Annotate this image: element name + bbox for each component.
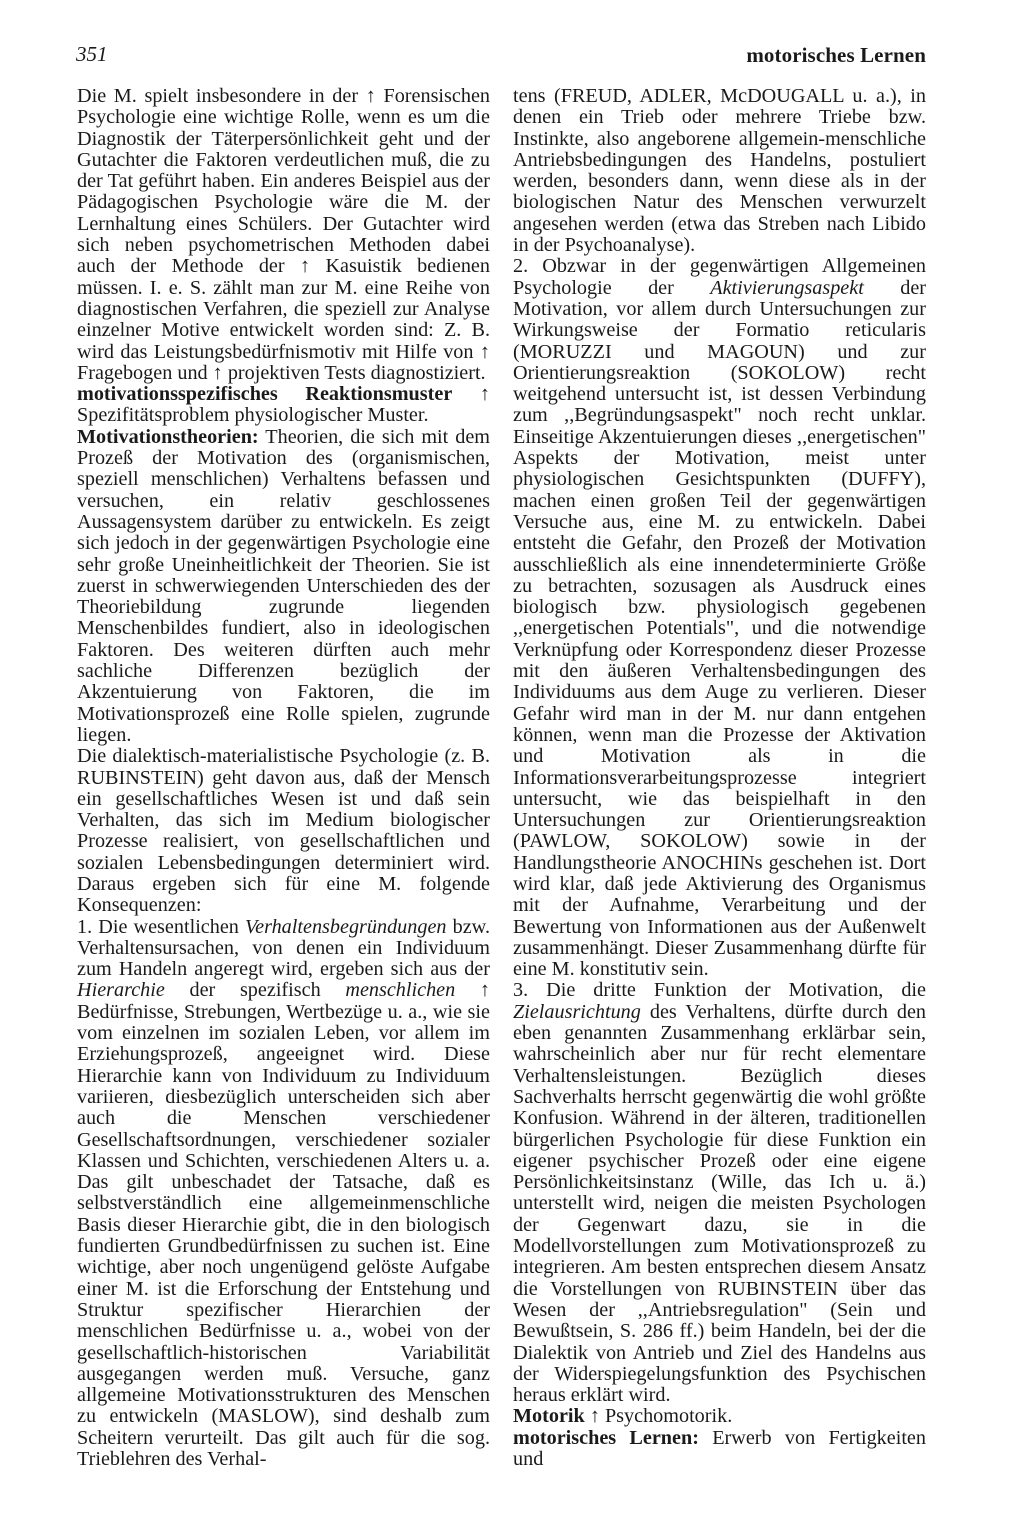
entry-term: Motivationstheorien:	[77, 425, 259, 448]
entry-definition: Theorien, die sich mit dem Prozeß der Motivation des (organismischen, speziell menschlichen) Verhaltens befassen und versuchen, ein relativ geschlossenes Aussagensystem darüber zu entwickeln. Es zeigt sich jedoch in der gegenwärtigen Psychologie eine sehr große Uneinheitlichkeit der Theorien. Sie ist zuerst in schwerwiegenden Unterschieden des der Theoriebildung zugrunde liegenden Menschenbildes fundiert, also in ideologischen Faktoren. Des weiteren dürften auch mehr sachliche Differenzen bezüglich der Akzentuierung von Faktoren, die im Motivationsprozeß eine Rolle spielen, zugrunde liegen.	[77, 425, 490, 746]
italic-term: Verhaltensbegründungen	[245, 915, 447, 938]
text-run: 2. Obzwar in der gegenwärtigen Allgemeinen Psychologie der	[513, 255, 926, 299]
entry-motivationstheorien	[77, 427, 490, 746]
paragraph-point-2	[513, 256, 926, 980]
paragraph-diagnostik: Die M. spielt insbesondere in der ↑ Forensischen Psychologie eine wichtige Rolle, wenn es um die Diagnostik der Täterpersönlichkeit geht und der Gutachter die Faktoren verdeutlichen muß, die zu der Tat geführt haben. Ein anderes Beispiel aus der Pädagogischen Psychologie wäre die M. der Lernhaltung eines Schülers. Der Gutachter wird sich neben psychometrischen Methoden dabei auch der Methode der ↑ Kasuistik bedienen müssen. I. e. S. zählt man zur M. eine Reihe von diagnostischen Verfahren, die speziell zur Analyse einzelner Motive entwickelt worden sind: Z. B. wird das Leistungsbedürfnismotiv mit Hilfe von ↑ Fragebogen und ↑ projektiven Tests diagnostiziert.	[77, 85, 490, 384]
entry-term: motivationsspezifisches Reaktionsmuster	[77, 383, 453, 406]
paragraph-dialektisch-materialistisch: Die dialektisch-materialistische Psychologie (z. B. RUBINSTEIN) geht davon aus, daß der Mensch ein gesellschaftliches Wesen ist und daß sein Verhalten, das sich im Medium biologischer Prozesse realisiert, von gesellschaftlichen und sozialen Lebensbedingungen determiniert wird. Daraus ergeben sich für eine M. folgende Konsequenzen:	[77, 745, 490, 917]
text-run: der Motivation, vor allem durch Untersuchungen zur Wirkungsweise der Formatio reticularis (MORUZZI und MAGOUN) und zur Orientierungsreaktion (SOKOLOW) recht weitgehend untersucht ist, ist dessen Verbindung zum ,,Begründungsaspekt" noch recht unklar. Einseitige Akzentuierungen dieses ,,energetischen" Aspekts der Motivation, meist unter physiologischen Gesichtspunkten (DUFFY), machen einen großen Teil der gegenwärtigen Versuche aus, eine M. zu entwickeln. Dabei entsteht die Gefahr, den Prozeß der Motivation ausschließlich als eine innendeterminierte Größe zu betrachten, sozusagen als Ausdruck eines biologisch bzw. physiologisch gegebenen ,,energetischen Potentials", und die notwendige Verknüpfung oder Korrespondenz dieser Prozesse mit den äußeren Verhaltensbedingungen des Individuums aus dem Auge zu verlieren. Dieser Gefahr wird man in der M. nur dann entgehen können, wenn man die Prozesse der Aktivation und Motivation als in die Informationsverarbeitungsprozesse integriert untersucht, wie das beispielhaft in den Untersuchungen zur Orientierungsreaktion (PAWLOW, SOKOLOW) sowie in der Handlungstheorie ANOCHINs geschehen ist. Dort wird klar, daß jede Aktivierung des Organismus mit der Aufnahme, Verarbeitung und der Bewertung von Informationen aus der Außenwelt zusammenhängt. Dieser Zusammenhang dürfte für eine M. konstitutiv sein.	[513, 276, 927, 981]
page-number: 351	[76, 42, 108, 66]
text-run: ↑ Bedürfnisse, Strebungen, Wertbezüge u. a., wie sie vom einzelnen im sozialen Leben, vor allem im Erziehungsprozeß, angeeignet wird. Diese Hierarchie kann von Individuum zu Individuum variieren, diesbezüglich unterscheiden sich aber auch die Menschen verschiedener Gesellschaftsordnungen, verschiedener sozialer Klassen und Schichten, verschiedenen Alters u. a. Das gilt unbeschadet der Tatsache, daß es selbstverständlich eine allgemeinmenschliche Basis dieser Hierarchie gibt, die in den biologisch fundierten Grundbedürfnissen zu suchen ist. Eine wichtige, aber noch ungenügend gelöste Aufgabe einer M. ist die Erforschung der Entstehung und Struktur spezifischer Hierarchien der menschlichen Bedürfnisse u. a., wobei von der gesellschaftlich-historischen Variabilität ausgegangen werden muß. Versuche, ganz allgemeine Motivationsstrukturen des Menschen zu entwickeln (MASLOW), sind deshalb zum Scheitern verurteilt. Das gilt auch für die sog. Trieblehren des Verhal-	[77, 979, 491, 1470]
entry-term: Motorik	[513, 1405, 585, 1428]
paragraph-point-3	[513, 980, 926, 1406]
entry-definition: Erwerb von Fertigkeiten und	[513, 1426, 926, 1470]
paragraph-point-1	[77, 917, 490, 1471]
text-run: bzw. Verhaltensursachen, von denen ein Individuum zum Handeln angeregt wird, ergeben sich aus der	[77, 915, 491, 981]
italic-term: Aktivierungsaspekt	[710, 276, 864, 299]
paragraph-trieblehren-cont: tens (FREUD, ADLER, McDOUGALL u. a.), in denen ein Trieb oder mehrere Triebe bzw. Instinkte, also angeborene allgemein-menschliche Antriebsbedingungen des Handelns, postuliert werden, besonders dann, wenn diese als in der biologischen Natur des Menschen verwurzelt angesehen werden (etwa das Streben nach Libido in der Psychoanalyse).	[513, 85, 926, 257]
entry-crossref: ↑ Spezifitätsproblem physiologischer Muster.	[77, 383, 490, 427]
entry-motivationsspezifisches-reaktionsmuster	[77, 384, 490, 427]
italic-term: Hierarchie	[77, 979, 165, 1002]
entry-motorik	[513, 1406, 926, 1427]
text-run: der spezifisch	[164, 979, 346, 1002]
entry-term: motorisches Lernen:	[513, 1426, 699, 1449]
text-run: des Verhaltens, dürfte durch den eben genannten Zusammenhang erklärbar sein, wahrscheinlich aber nur für recht elementare Verhaltensleistungen. Bezüglich dieses Sachverhalts herrscht gegenwärtig die wohl größte Konfusion. Während in der älteren, traditionellen bürgerlichen Psychologie für diese Funktion ein eigener psychischer Prozeß oder eine eigene Persönlichkeitsinstanz (Wille, das Ich u. ä.) unterstellt wird, neigen die meisten Psychologen der Gegenwart dazu, sie in die Modellvorstellungen zum Motivationsprozeß zu integrieren. Am besten entsprechen diesem Ansatz die Vorstellungen von RUBINSTEIN über das Wesen der ,,Antriebsregulation" (Sein und Bewußtsein, S. 286 ff.) beim Handeln, bei der die Dialektik von Antrieb und Ziel des Handelns aus der Widerspiegelungsfunktion des Psychischen heraus erklärt wird.	[513, 1000, 926, 1407]
running-head: motorisches Lernen	[746, 43, 926, 67]
text-run: 3. Die dritte Funktion der Motivation, die	[513, 979, 926, 1002]
entry-crossref: ↑ Psychomotorik.	[589, 1405, 733, 1428]
entry-motorisches-lernen	[513, 1428, 926, 1471]
italic-term: Zielausrichtung	[513, 1000, 641, 1023]
text-run: 1. Die wesentlichen	[77, 915, 246, 938]
left-column	[77, 86, 490, 1470]
italic-term: menschlichen	[345, 979, 456, 1002]
right-column	[513, 86, 926, 1470]
